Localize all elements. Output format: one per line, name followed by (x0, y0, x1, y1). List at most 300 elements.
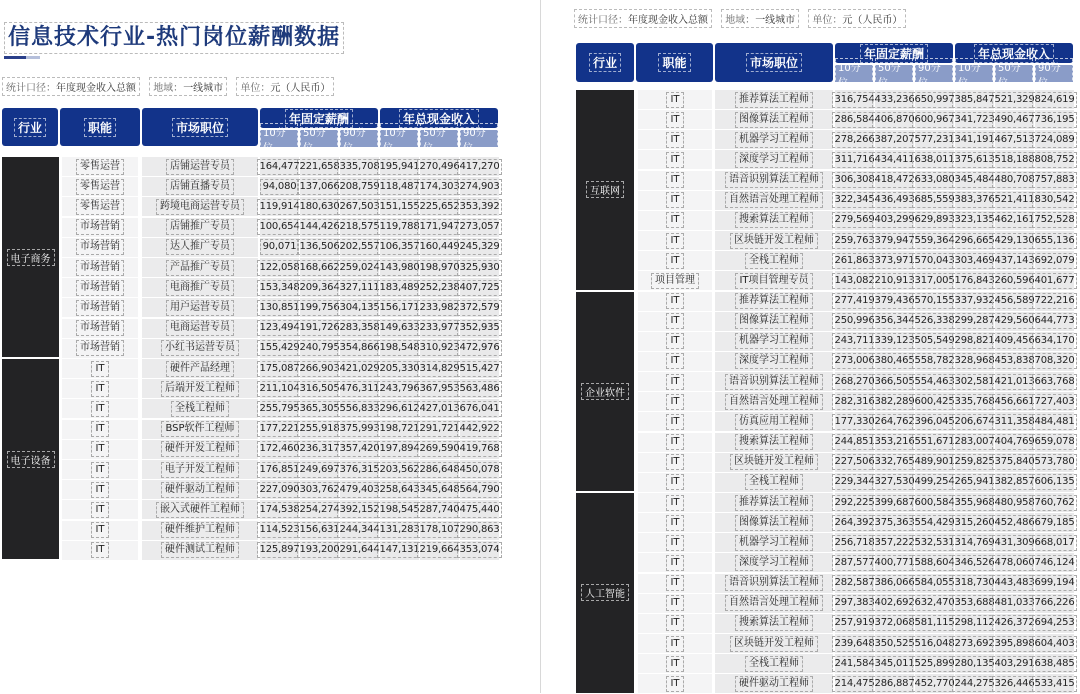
total-p50-cell (995, 292, 1034, 311)
total-p90-cell (460, 177, 499, 196)
value-text: 282,587 (832, 575, 878, 591)
total-p10-cell (955, 372, 994, 391)
value-text: 258,643 (377, 482, 423, 498)
function-cell-text: IT (666, 233, 683, 249)
fixed-p10-cell (835, 553, 874, 572)
total-p10-cell (380, 460, 419, 479)
table-row (541, 412, 1080, 432)
total-p50-cell (995, 433, 1034, 452)
fixed-p50-cell (300, 177, 339, 196)
function-cell-text: IT (666, 172, 683, 188)
fixed-p50-cell (875, 251, 914, 270)
value-text: 521,411 (992, 192, 1038, 208)
value-text: 456,589 (992, 293, 1038, 309)
total-p10-cell (955, 332, 994, 351)
total-p50-cell (420, 359, 459, 378)
total-p90-cell (460, 359, 499, 378)
total-p50-cell (995, 231, 1034, 250)
subheader-total-p50: 50分位 (420, 130, 458, 147)
value-text: 600,425 (912, 394, 958, 410)
position-cell (142, 379, 258, 398)
total-p90-cell (1035, 372, 1074, 391)
fixed-p10-cell (835, 614, 874, 633)
total-p10-cell (380, 500, 419, 519)
value-text: 122,058 (257, 260, 303, 276)
fixed-p50-cell (875, 574, 914, 593)
total-p50-cell (995, 493, 1034, 512)
value-text: 290,863 (457, 522, 503, 538)
table-row (541, 251, 1080, 271)
fixed-p10-cell (260, 177, 299, 196)
value-text: 518,188 (992, 152, 1038, 168)
position-cell (715, 372, 833, 391)
table-row (541, 231, 1080, 251)
function-cell (638, 90, 712, 109)
fixed-p90-cell (915, 553, 954, 572)
position-cell-text: 语音识别算法工程师 (725, 374, 823, 390)
value-text: 210,913 (872, 273, 918, 289)
function-cell-text: IT (666, 434, 683, 450)
value-text: 291,644 (337, 542, 383, 558)
fixed-p50-cell (875, 473, 914, 492)
fixed-p90-cell (915, 271, 954, 290)
value-text: 808,752 (1032, 152, 1078, 168)
value-text: 147,131 (377, 542, 423, 558)
fixed-p50-cell (875, 594, 914, 613)
total-p10-cell (955, 513, 994, 532)
value-text: 153,348 (257, 280, 303, 296)
value-text: 433,236 (872, 92, 918, 108)
function-cell (62, 218, 138, 237)
function-cell (62, 399, 138, 418)
value-text: 225,652 (417, 199, 463, 215)
value-text: 266,903 (297, 361, 343, 377)
position-cell-text: 小红书运营专员 (161, 340, 239, 356)
table-row (0, 278, 520, 298)
value-text: 209,364 (297, 280, 343, 296)
function-cell (638, 674, 712, 693)
position-cell-text: 自然语言处理工程师 (725, 595, 823, 611)
value-text: 327,111 (337, 280, 383, 296)
position-cell (715, 90, 833, 109)
header-position-right: 市场职位 (715, 43, 833, 82)
total-p10-cell (380, 379, 419, 398)
total-p10-cell (955, 251, 994, 270)
value-text: 385,847 (952, 92, 998, 108)
value-text: 180,630 (297, 199, 343, 215)
value-text: 249,697 (297, 462, 343, 478)
value-text: 452,486 (992, 515, 1038, 531)
page-title: 信息技术行业-热门岗位薪酬数据 (4, 22, 344, 54)
position-cell (142, 500, 258, 519)
table-row (0, 460, 520, 480)
fixed-p50-cell (300, 258, 339, 277)
value-text: 386,066 (872, 575, 918, 591)
table-row (541, 553, 1080, 573)
value-text: 259,024 (337, 260, 383, 276)
function-cell (638, 473, 712, 492)
fixed-p90-cell (915, 191, 954, 210)
total-p90-cell (1035, 150, 1074, 169)
value-text: 198,970 (417, 260, 463, 276)
value-text: 462,161 (992, 212, 1038, 228)
total-p10-cell (955, 553, 994, 572)
value-text: 239,648 (832, 636, 878, 652)
table-row (541, 372, 1080, 392)
fixed-p50-cell (300, 541, 339, 560)
value-text: 634,170 (1032, 333, 1078, 349)
fixed-p10-cell (260, 500, 299, 519)
value-text: 130,851 (257, 300, 303, 316)
function-cell (62, 258, 138, 277)
value-text: 353,216 (872, 434, 918, 450)
value-text: 156,631 (297, 522, 343, 538)
position-cell-text: 硬件开发工程师 (161, 441, 239, 457)
total-p90-cell (1035, 90, 1074, 109)
value-text: 638,485 (1032, 656, 1078, 672)
value-text: 311,716 (832, 152, 878, 168)
fixed-p10-cell (835, 433, 874, 452)
value-text: 395,898 (992, 636, 1038, 652)
value-text: 402,692 (872, 595, 918, 611)
value-text: 244,275 (952, 676, 998, 692)
value-text: 175,087 (257, 361, 303, 377)
total-p50-cell (995, 553, 1034, 572)
value-text: 323,135 (952, 212, 998, 228)
function-cell (638, 292, 712, 311)
function-cell (62, 177, 138, 196)
fixed-p10-cell (260, 480, 299, 499)
value-text: 570,043 (912, 253, 958, 269)
value-text: 206,674 (952, 414, 998, 430)
table-row (541, 90, 1080, 110)
value-text: 255,918 (297, 421, 343, 437)
value-text: 746,124 (1032, 555, 1078, 571)
total-p10-cell (380, 319, 419, 338)
function-cell (638, 654, 712, 673)
position-cell (142, 298, 258, 317)
value-text: 197,894 (377, 441, 423, 457)
value-text: 298,821 (952, 333, 998, 349)
value-text: 396,045 (912, 414, 958, 430)
function-cell-text: IT (91, 502, 108, 518)
table-row (0, 238, 520, 258)
position-cell (142, 197, 258, 216)
function-cell-text: IT (666, 636, 683, 652)
total-p50-cell (420, 177, 459, 196)
fixed-p50-cell (300, 197, 339, 216)
fixed-p10-cell (260, 440, 299, 459)
position-cell-text: 硬件测试工程师 (161, 542, 239, 558)
function-cell (638, 191, 712, 210)
fixed-p50-cell (875, 312, 914, 331)
position-cell-text: IT项目管理专员 (735, 273, 812, 289)
total-p90-cell (460, 500, 499, 519)
total-p50-cell (995, 332, 1034, 351)
function-cell (638, 433, 712, 452)
total-p50-cell (995, 473, 1034, 492)
total-p90-cell (1035, 271, 1074, 290)
fixed-p50-cell (875, 110, 914, 129)
value-text: 490,467 (992, 112, 1038, 128)
table-row (0, 339, 520, 359)
position-cell-text: 区块链开发工程师 (730, 636, 818, 652)
value-text: 233,982 (417, 300, 463, 316)
function-cell-text: IT (666, 535, 683, 551)
value-text: 227,090 (257, 482, 303, 498)
value-text: 350,525 (872, 636, 918, 652)
total-p50-cell (995, 171, 1034, 190)
value-text: 532,531 (912, 535, 958, 551)
value-text: 563,486 (457, 381, 503, 397)
position-cell (142, 440, 258, 459)
function-cell (62, 420, 138, 439)
function-cell-text: 项目管理 (651, 273, 699, 289)
value-text: 559,364 (912, 233, 958, 249)
scope-meta-right: 统计口径：年度现金收入总额 (574, 9, 712, 28)
value-text: 419,768 (457, 441, 503, 457)
fixed-p50-cell (300, 521, 339, 540)
position-cell-text: 区块链开发工程师 (730, 233, 818, 249)
total-p10-cell (955, 674, 994, 693)
fixed-p10-cell (835, 513, 874, 532)
subheader-total-p10: 10分位 (380, 130, 418, 147)
fixed-p90-cell (340, 399, 379, 418)
table-row (541, 594, 1080, 614)
table-row (0, 500, 520, 520)
value-text: 325,930 (457, 260, 503, 276)
value-text: 365,305 (297, 401, 343, 417)
position-cell (715, 352, 833, 371)
value-text: 476,311 (337, 381, 383, 397)
value-text: 245,329 (457, 239, 503, 255)
value-text: 267,503 (337, 199, 383, 215)
total-p90-cell (1035, 674, 1074, 693)
fixed-p10-cell (260, 399, 299, 418)
value-text: 335,768 (952, 394, 998, 410)
value-text: 434,411 (872, 152, 918, 168)
value-text: 90,071 (260, 239, 300, 255)
fixed-p10-cell (260, 298, 299, 317)
total-p10-cell (955, 352, 994, 371)
value-text: 554,463 (912, 374, 958, 390)
position-cell-text: 推荐算法工程师 (735, 495, 813, 511)
subheader-total-p10-right: 10分位 (955, 65, 993, 82)
fixed-p90-cell (915, 493, 954, 512)
function-cell (638, 110, 712, 129)
fixed-p10-cell (835, 574, 874, 593)
subheader-fixed-p90: 90分位 (340, 130, 378, 147)
total-p90-cell (460, 319, 499, 338)
function-cell (62, 298, 138, 317)
value-text: 499,254 (912, 474, 958, 490)
position-cell (142, 278, 258, 297)
function-cell (638, 513, 712, 532)
fixed-p50-cell (875, 412, 914, 431)
total-p90-cell (1035, 130, 1074, 149)
value-text: 521,329 (992, 92, 1038, 108)
fixed-p10-cell (835, 634, 874, 653)
value-text: 375,840 (992, 454, 1038, 470)
function-cell (62, 238, 138, 257)
fixed-p90-cell (340, 177, 379, 196)
value-text: 341,723 (952, 112, 998, 128)
value-text: 233,977 (417, 320, 463, 336)
total-p10-cell (380, 238, 419, 257)
function-cell-text: IT (91, 361, 108, 377)
total-p90-cell (1035, 352, 1074, 371)
value-text: 332,765 (872, 454, 918, 470)
meta-info-right (574, 9, 912, 28)
value-text: 489,901 (912, 454, 958, 470)
total-p10-cell (380, 440, 419, 459)
fixed-p90-cell (340, 480, 379, 499)
value-text: 219,664 (417, 542, 463, 558)
total-p50-cell (420, 319, 459, 338)
header-position: 市场职位 (142, 108, 258, 146)
function-cell-text: IT (666, 595, 683, 611)
function-cell (638, 372, 712, 391)
fixed-p50-cell (300, 218, 339, 237)
value-text: 279,569 (832, 212, 878, 228)
position-cell (142, 541, 258, 560)
total-p90-cell (460, 440, 499, 459)
value-text: 250,996 (832, 313, 878, 329)
value-text: 292,225 (832, 495, 878, 511)
fixed-p10-cell (835, 110, 874, 129)
value-text: 554,429 (912, 515, 958, 531)
unit-meta-right: 单位：元（人民币） (808, 9, 906, 28)
value-text: 315,260 (952, 515, 998, 531)
position-cell-text: 语音识别算法工程师 (725, 575, 823, 591)
function-cell (62, 319, 138, 338)
position-cell (715, 453, 833, 472)
fixed-p90-cell (340, 278, 379, 297)
fixed-p50-cell (875, 513, 914, 532)
fixed-p10-cell (835, 312, 874, 331)
value-text: 240,795 (297, 340, 343, 356)
fixed-p10-cell (835, 292, 874, 311)
fixed-p50-cell (300, 238, 339, 257)
fixed-p90-cell (915, 231, 954, 250)
position-cell-text: 机器学习工程师 (735, 132, 813, 148)
value-text: 171,947 (417, 219, 463, 235)
fixed-p10-cell (260, 379, 299, 398)
value-text: 353,392 (457, 199, 503, 215)
fixed-p90-cell (915, 372, 954, 391)
value-text: 296,665 (952, 233, 998, 249)
fixed-p10-cell (835, 251, 874, 270)
value-text: 143,980 (377, 260, 423, 276)
function-cell (62, 359, 138, 378)
value-text: 191,726 (297, 320, 343, 336)
function-cell (638, 271, 712, 290)
value-text: 306,308 (832, 172, 878, 188)
fixed-p90-cell (340, 339, 379, 358)
table-row (0, 541, 520, 561)
value-text: 156,171 (377, 300, 423, 316)
value-text: 255,795 (257, 401, 303, 417)
fixed-p50-cell (300, 278, 339, 297)
value-text: 106,357 (377, 239, 423, 255)
value-text: 345,011 (872, 656, 918, 672)
fixed-p50-cell (875, 231, 914, 250)
value-text: 202,557 (337, 239, 383, 255)
table-row (541, 674, 1080, 694)
value-text: 278,266 (832, 132, 878, 148)
table-row (541, 473, 1080, 493)
value-text: 479,403 (337, 482, 383, 498)
total-p90-cell (1035, 533, 1074, 552)
total-p50-cell (995, 211, 1034, 230)
value-text: 708,320 (1032, 353, 1078, 369)
position-cell-text: 后端开发工程师 (161, 381, 239, 397)
value-text: 268,270 (832, 374, 878, 390)
value-text: 356,344 (872, 313, 918, 329)
total-p50-cell (420, 298, 459, 317)
table-row (0, 399, 520, 419)
position-cell-text: 嵌入式硬件工程师 (156, 502, 244, 518)
function-cell-text: 市场营销 (76, 320, 124, 336)
value-text: 310,923 (417, 340, 463, 356)
value-text: 256,718 (832, 535, 878, 551)
total-p50-cell (420, 521, 459, 540)
value-text: 375,993 (337, 421, 383, 437)
value-text: 638,011 (912, 152, 958, 168)
value-text: 346,526 (952, 555, 998, 571)
function-cell (638, 392, 712, 411)
total-p50-cell (995, 271, 1034, 290)
function-cell-text: IT (666, 676, 683, 692)
value-text: 722,216 (1032, 293, 1078, 309)
value-text: 692,079 (1032, 253, 1078, 269)
function-cell (62, 521, 138, 540)
fixed-p10-cell (835, 90, 874, 109)
position-cell-text: 图像算法工程师 (735, 515, 813, 531)
total-p90-cell (1035, 191, 1074, 210)
value-text: 229,344 (832, 474, 878, 490)
position-cell (715, 553, 833, 572)
value-text: 663,768 (1032, 374, 1078, 390)
value-text: 581,115 (912, 615, 958, 631)
fixed-p10-cell (835, 453, 874, 472)
value-text: 456,661 (992, 394, 1038, 410)
position-cell (715, 231, 833, 250)
value-text: 183,489 (377, 280, 423, 296)
total-p10-cell (380, 541, 419, 560)
total-p50-cell (995, 352, 1034, 371)
table-row (541, 513, 1080, 533)
function-cell-text: IT (666, 495, 683, 511)
fixed-p50-cell (300, 420, 339, 439)
value-text: 556,833 (337, 401, 383, 417)
function-cell-text: IT (666, 394, 683, 410)
value-text: 407,725 (457, 280, 503, 296)
fixed-p10-cell (835, 352, 874, 371)
total-p90-cell (460, 218, 499, 237)
value-text: 282,316 (832, 394, 878, 410)
position-cell (715, 171, 833, 190)
value-text: 205,330 (377, 361, 423, 377)
value-text: 244,851 (832, 434, 878, 450)
total-p90-cell (1035, 594, 1074, 613)
value-text: 322,345 (832, 192, 878, 208)
value-text: 588,604 (912, 555, 958, 571)
fixed-p10-cell (260, 359, 299, 378)
total-p10-cell (380, 157, 419, 176)
total-p10-cell (955, 171, 994, 190)
total-p90-cell (1035, 453, 1074, 472)
